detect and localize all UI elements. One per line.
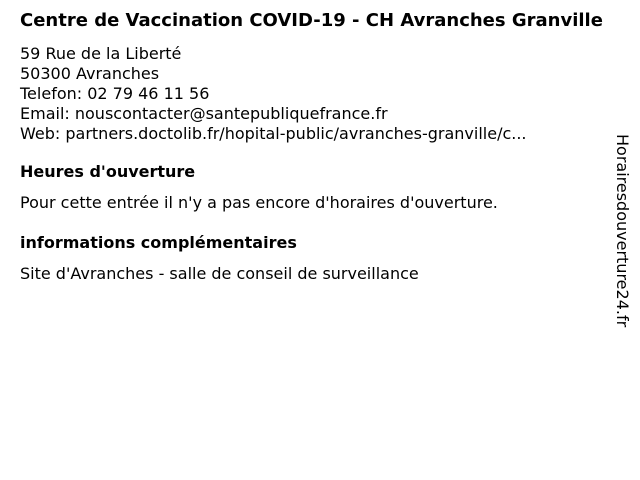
page-title: Centre de Vaccination COVID-19 - CH Avranches Granville — [20, 10, 603, 31]
site-watermark: Horairesdouverture24.fr — [613, 134, 632, 328]
additional-info-heading: informations complémentaires — [20, 233, 297, 252]
opening-hours-heading: Heures d'ouverture — [20, 162, 196, 181]
phone-number: Telefon: 02 79 46 11 56 — [20, 84, 210, 103]
contact-block — [20, 44, 620, 144]
website-link[interactable]: Web: partners.doctolib.fr/hopital-public/avranches-granville/c... — [20, 124, 527, 143]
street-address: 59 Rue de la Liberté — [20, 44, 182, 63]
email-address: Email: nouscontacter@santepubliquefrance.fr — [20, 104, 388, 123]
opening-hours-text: Pour cette entrée il n'y a pas encore d'horaires d'ouverture. — [20, 193, 498, 212]
postal-city: 50300 Avranches — [20, 64, 160, 83]
place-details — [20, 10, 620, 284]
additional-info-text: Site d'Avranches - salle de conseil de surveillance — [20, 264, 419, 283]
